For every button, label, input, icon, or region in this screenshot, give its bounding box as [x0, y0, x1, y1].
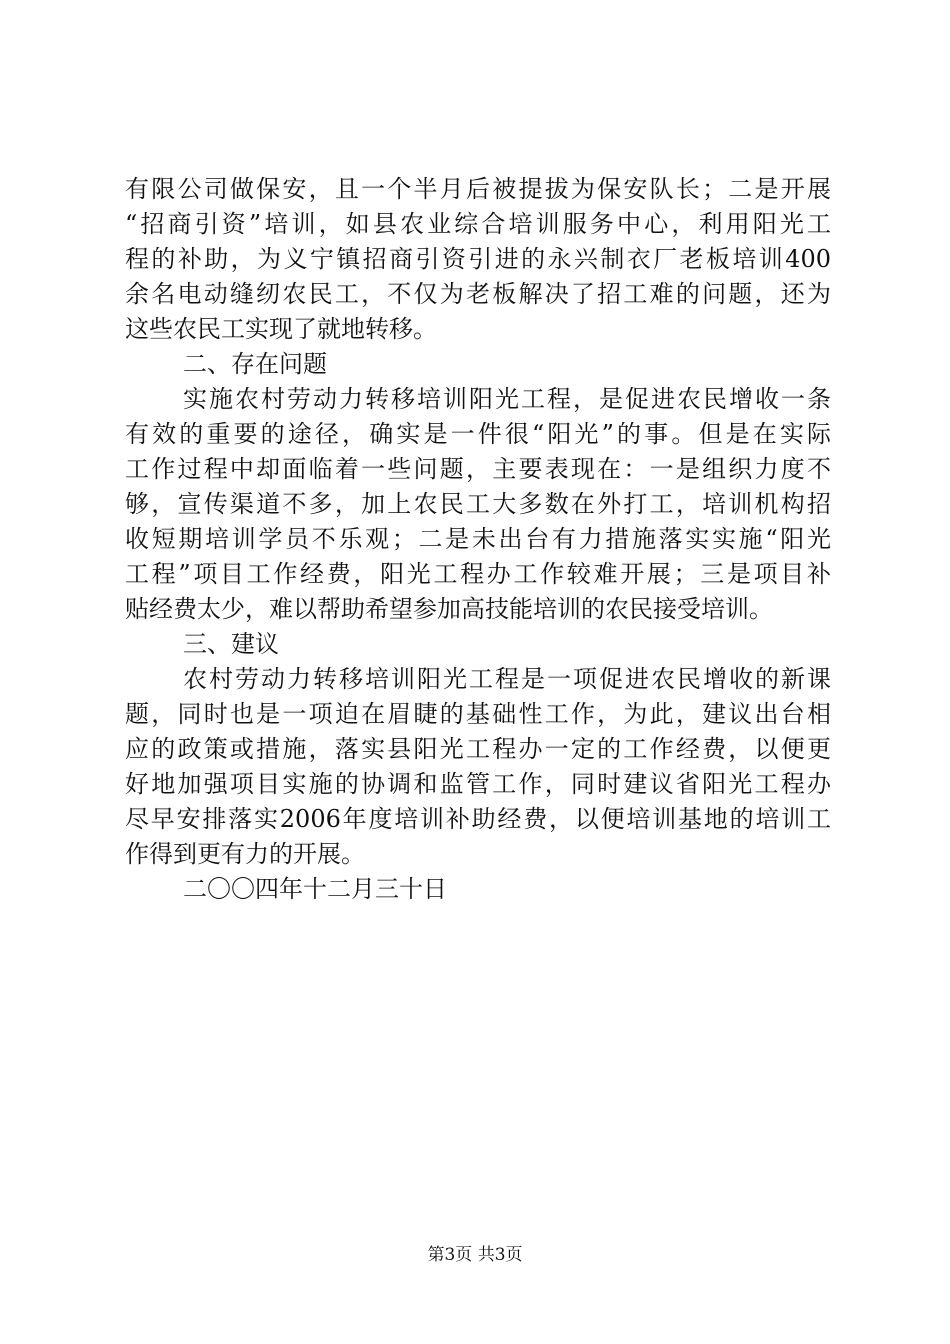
section-heading-problems: 二、存在问题: [183, 350, 327, 378]
text-line: 工程”项目工作经费，阳光工程办工作较难开展；三是项目补: [125, 560, 831, 588]
page-number-footer: 第3页 共3页: [427, 1245, 523, 1265]
document-body: [125, 172, 831, 907]
text-line: 作得到更有力的开展。: [125, 840, 365, 868]
text-line: 好地加强项目实施的协调和监管工作，同时建议省阳光工程办: [125, 770, 831, 798]
text-line: “招商引资”培训，如县农业综合培训服务中心，利用阳光工: [125, 210, 831, 238]
document-date: 二〇〇四年十二月三十日: [183, 875, 447, 903]
text-line: 有限公司做保安，且一个半月后被提拔为保安队长；二是开展: [125, 175, 831, 203]
text-line: 农村劳动力转移培训阳光工程是一项促进农民增收的新课: [183, 665, 831, 693]
text-line: 这些农民工实现了就地转移。: [125, 315, 437, 343]
text-line: 题，同时也是一项迫在眉睫的基础性工作，为此，建议出台相: [125, 700, 831, 728]
text-line: 实施农村劳动力转移培训阳光工程，是促进农民增收一条: [183, 385, 831, 413]
text-line: 贴经费太少，难以帮助希望参加高技能培训的农民接受培训。: [125, 595, 773, 623]
text-line: 收短期培训学员不乐观；二是未出台有力措施落实实施“阳光: [125, 525, 831, 553]
text-line: 程的补助，为义宁镇招商引资引进的永兴制衣厂老板培训400: [125, 245, 831, 273]
text-line: 余名电动缝纫农民工，不仅为老板解决了招工难的问题，还为: [125, 280, 831, 308]
text-line: 尽早安排落实2006年度培训补助经费，以便培训基地的培训工: [125, 805, 831, 833]
text-line: 工作过程中却面临着一些问题，主要表现在：一是组织力度不: [125, 455, 831, 483]
section-heading-suggestions: 三、建议: [183, 630, 279, 658]
text-line: 应的政策或措施，落实县阳光工程办一定的工作经费，以便更: [125, 735, 831, 763]
text-line: 有效的重要的途径，确实是一件很“阳光”的事。但是在实际: [125, 420, 831, 448]
text-line: 够，宣传渠道不多，加上农民工大多数在外打工，培训机构招: [125, 490, 831, 518]
